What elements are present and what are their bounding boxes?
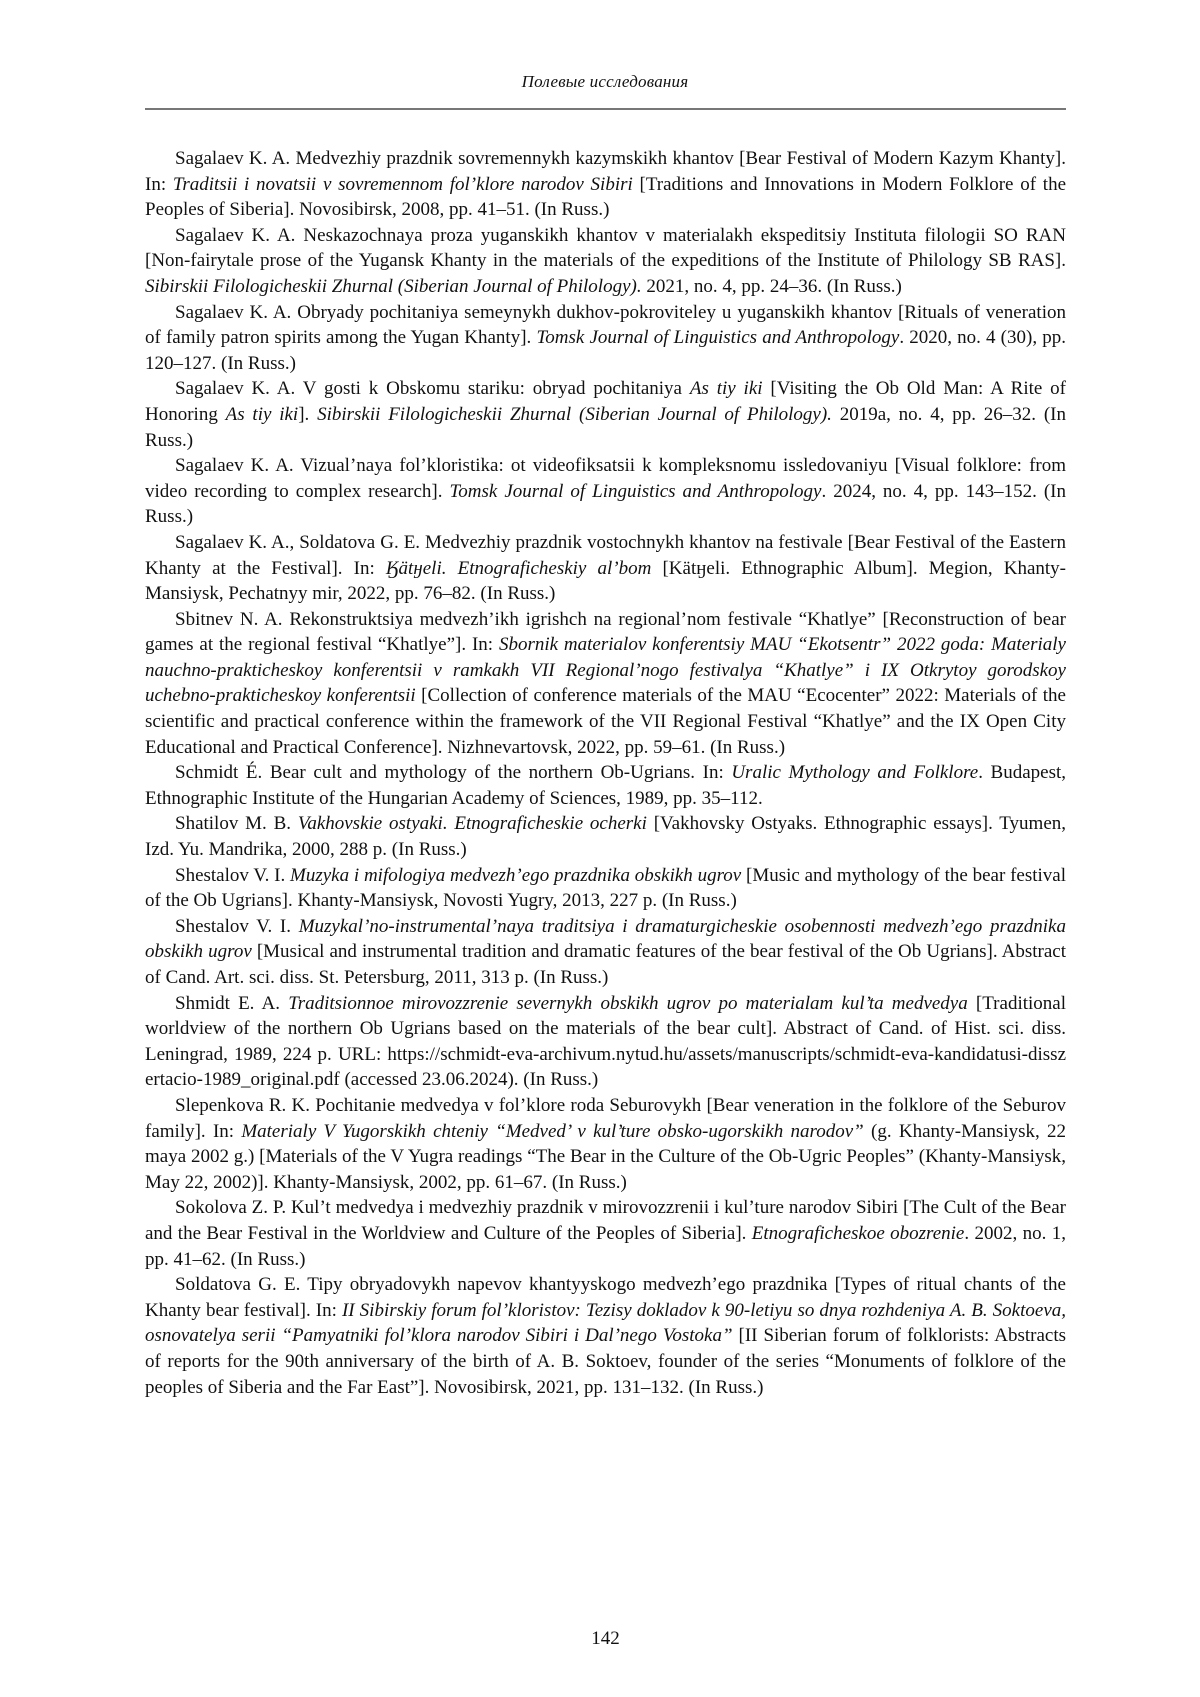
reference-item: Sagalaev K. A. V gosti k Obskomu stariku: obryad pochitaniya As tiy iki [Visiting the Ob Old Man: A Rite of Honoring As tiy iki]. Sibirskii Filologicheskii Zhurnal (Siberian Journal of Philology). 2019a, no. 4, pp. 26–32. (In Russ.) (145, 378, 1067, 451)
running-head: Полевые исследования (521, 72, 689, 91)
page-number: 142 (591, 1628, 620, 1649)
reference-item: Slepenkova R. K. Pochitanie medvedya v fol’klore roda Seburovykh [Bear veneration in the folklore of the Seburov family]. In: Materialy V Yugorskikh chteniy “Medved’ v kul’ture obsko-ugorskikh narodov” (g. Khanty-Mansiysk, 22 maya 2002 g.) [Materials of the V Yugra readings “The Bear in the Culture of the Ob-Ugric Peoples” (Khanty-Mansiysk, May 22, 2002)]. Khanty-Mansiysk, 2002, pp. 61–67. (In Russ.) (145, 1094, 1067, 1193)
reference-list (145, 146, 1066, 1400)
reference-url-link[interactable]: https://schmidt-eva-archivum.nytud.hu/assets/manuscripts/schmidt-eva-kandidatusi-disszertacio-1989_original.pdf (145, 1043, 1066, 1091)
reference-item: Schmidt É. Bear cult and mythology of the northern Ob-Ugrians. In: Uralic Mythology and Folklore. Budapest, Ethnographic Institute of the Hungarian Academy of Sciences, 1989, pp. 35–112. (145, 762, 1066, 809)
reference-item: Sagalaev K. A. Neskazochnaya proza yuganskikh khantov v materialakh ekspeditsiy Instituta filologii SO RAN [Non-fairytale prose of the Yugansk Khanty in the materials of the expeditions of the Institute of Philology SB RAS]. Sibirskii Filologicheskii Zhurnal (Siberian Journal of Philology). 2021, no. 4, pp. 24–36. (In Russ.) (145, 224, 1066, 297)
header-rule (145, 108, 1066, 110)
reference-item: Shestalov V. I. Muzyka i mifologiya medvezh’ego prazdnika obskikh ugrov [Music and mythology of the bear festival of the Ob Ugrians]. Khanty-Mansiysk, Novosti Yugry, 2013, 227 p. (In Russ.) (145, 864, 1066, 912)
reference-item: Soldatova G. E. Tipy obryadovykh napevov khantyyskogo medvezh’ego prazdnika [Types of ritual chants of the Khanty bear festival]. In: II Sibirskiy forum fol’kloristov: Tezisy dokladov k 90-letiyu so dnya rozhdeniya A. B. Soktoeva, osnovatelya serii “Pamyatniki fol’klora narodov Sibiri i Dal’nego Vostoka” [II Siberian forum of folklorists: Abstracts of reports for the 90th anniversary of the birth of A. B. Soktoev, founder of the series “Monuments of folklore of the peoples of Siberia and the Far East”]. Novosibirsk, 2021, pp. 131–132. (In Russ.) (145, 1274, 1067, 1398)
reference-item: Shatilov M. B. Vakhovskie ostyaki. Etnograficheskie ocherki [Vakhovsky Ostyaks. Ethnographic essays]. Tyumen, Izd. Yu. Mandrika, 2000, 288 p. (In Russ.) (145, 813, 1067, 861)
reference-item: Sagalaev K. A. Vizual’naya fol’kloristika: ot videofiksatsii k kompleksnomu issledovaniyu [Visual folklore: from video recording to complex research]. Tomsk Journal of Linguistics and Anthropology. 2024, no. 4, pp. 143–152. (In Russ.) (145, 455, 1066, 528)
reference-item: Sbitnev N. A. Rekonstruktsiya medvezh’ikh igrishch na regional’nom festivale “Khatlye” [Reconstruction of bear games at the regional festival “Khatlye”]. In: Sbornik materialov konferentsiy MAU “Ekotsentr” 2022 goda: Materialy nauchno-prakticheskoy konferentsii v ramkakh VII Regional’nogo festivalya “Khatlye” i IX Otkrytoy gorodskoy uchebno-prakticheskoy konferentsii [Collection of conference materials of the MAU “Ecocenter” 2022: Materials of the scientific and practical conference within the framework of the VII Regional Festival “Khatlye” and the IX Open City Educational and Practical Conference]. Nizhnevartovsk, 2022, pp. 59–61. (In Russ.) (145, 608, 1066, 758)
reference-item: Sagalaev K. A., Soldatova G. E. Medvezhiy prazdnik vostochnykh khantov na festivale [Bear Festival of the Eastern Khanty at the Festival]. In: Ӄätӈeli. Etnograficheskiy al’bom [Kätӈeli. Ethnographic Album]. Megion, Khanty-Mansiysk, Pechatnyy mir, 2022, pp. 76–82. (In Russ.) (145, 531, 1066, 605)
reference-item: Sagalaev K. A. Obryady pochitaniya semeynykh dukhov-pokroviteley u yuganskikh khantov [Rituals of veneration of family patron spirits among the Yugan Khanty]. Tomsk Journal of Linguistics and Anthropology. 2020, no. 4 (30), pp. 120–127. (In Russ.) (145, 301, 1066, 374)
reference-item: Shmidt E. A. Traditsionnoe mirovozzrenie severnykh obskikh ugrov po materialam kul’ta medvedya [Traditional worldview of the northern Ob Ugrians based on the materials of the bear cult]. Abstract of Cand. of Hist. sci. diss. Leningrad, 1989, 224 p. URL: https://schmidt-eva-archivum.nytud.hu/assets/manuscripts/schmidt-eva-kandidatusi-disszertacio-1989_original.pdf (accessed 23.06.2024). (In Russ.) (145, 992, 1066, 1091)
reference-item: Sagalaev K. A. Medvezhiy prazdnik sovremennykh kazymskikh khantov [Bear Festival of Modern Kazym Khanty]. In: Traditsii i novatsii v sovremennom fol’klore narodov Sibiri [Traditions and Innovations in Modern Folklore of the Peoples of Siberia]. Novosibirsk, 2008, pp. 41–51. (In Russ.) (145, 148, 1066, 221)
reference-item: Sokolova Z. P. Kul’t medvedya i medvezhiy prazdnik v mirovozzrenii i kul’ture narodov Sibiri [The Cult of the Bear and the Bear Festival in the Worldview and Culture of the Peoples of Siberia]. Etnograficheskoe obozrenie. 2002, no. 1, pp. 41–62. (In Russ.) (145, 1197, 1066, 1270)
reference-item: Shestalov V. I. Muzykal’no-instrumental’naya traditsiya i dramaturgicheskie osobennosti medvezh’ego prazdnika obskikh ugrov [Musical and instrumental tradition and dramatic features of the bear festival of the Ob Ugrians]. Abstract of Cand. Art. sci. diss. St. Petersburg, 2011, 313 p. (In Russ.) (145, 915, 1066, 988)
